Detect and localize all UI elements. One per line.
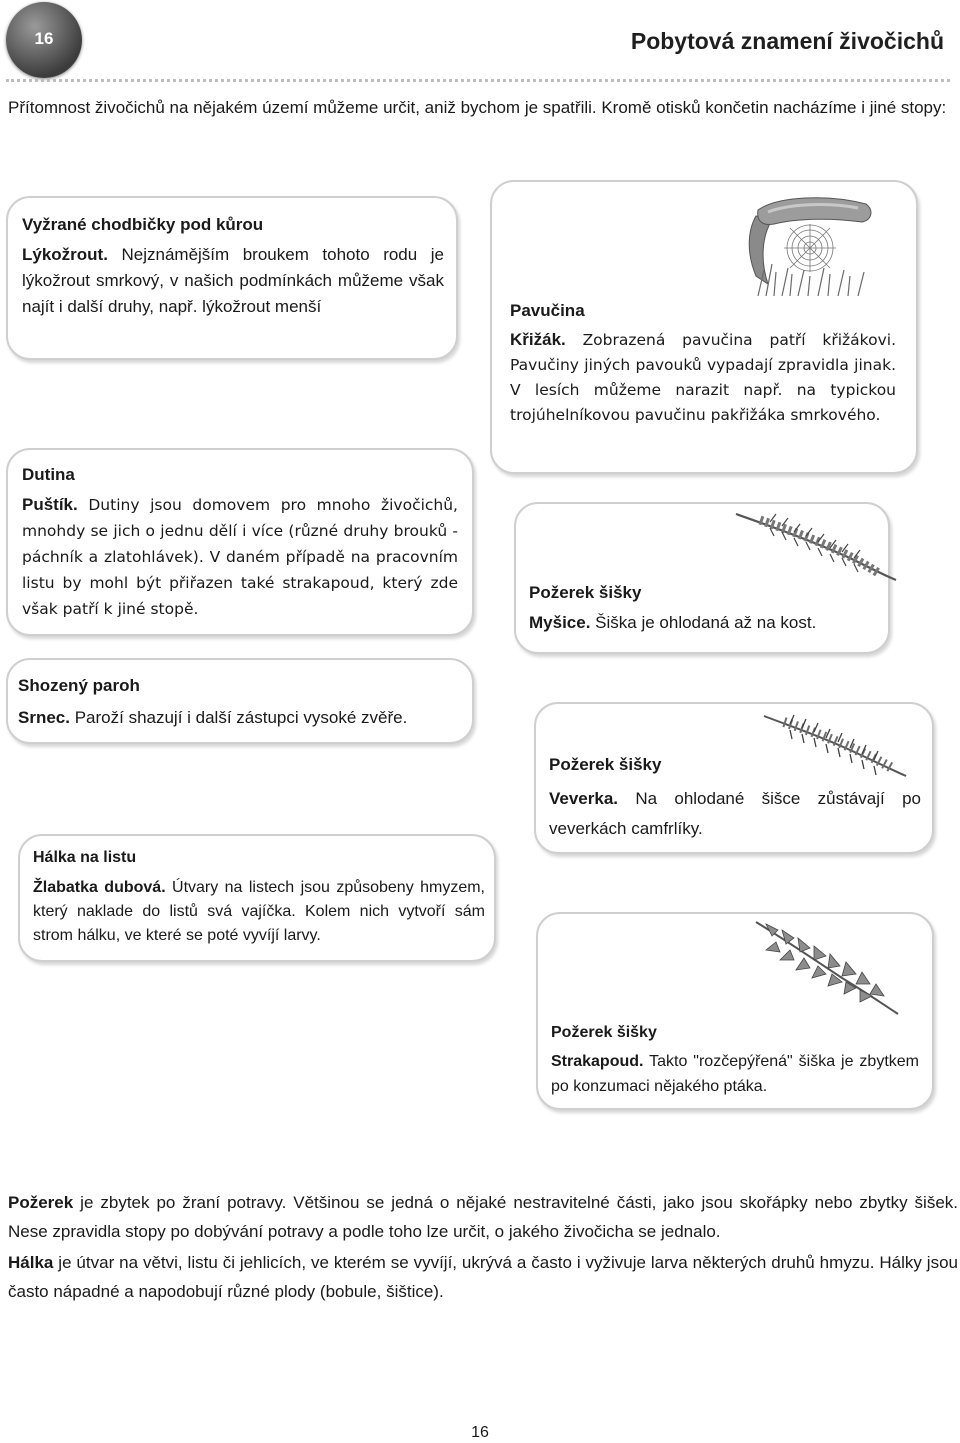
card-paroh-text xyxy=(18,670,464,734)
card-halka-heading: Hálka na listu xyxy=(33,849,137,866)
definition-pozerek-text: je zbytek po žraní potravy. Většinou se jedná o nějaké nestravitelné části, jako jsou skořápky nebo zbytky šišek. Nese zpravidla stopy po dobývání potravy a podle toho lze určit, o jakého živočicha se jednalo. xyxy=(8,1193,958,1241)
header-divider xyxy=(6,79,950,82)
card-pavucina-text xyxy=(510,298,896,428)
footer-page-number: 16 xyxy=(471,1424,489,1441)
page-number: 16 xyxy=(34,29,54,48)
card-dutina-text xyxy=(22,462,458,622)
card-pavucina-species: Křižák. xyxy=(510,330,566,349)
definition-halka-text: je útvar na větvi, listu či jehlicích, ve kterém se vyvíjí, ukrývá a často i vyživuje larva některých druhů hmyzu. Hálky jsou často nápadné a napodobují různé plody (bobule, šištice). xyxy=(8,1253,958,1301)
card-mysice-species: Myšice. xyxy=(529,613,591,632)
card-chodbicky-text xyxy=(22,212,444,320)
card-dutina-body: Dutiny jsou domovem pro mnoho živočichů, mnohdy se jich o jednu dělí i více (různé druhy brouků - páchník a zlatohlávek). V daném případě na pracovním listu by mohl být přiřazen také strakapoud, který zde však patří k jiné stopě. xyxy=(22,496,458,618)
card-halka-body: Útvary na listech jsou způsobeny hmyzem, který naklade do listů svá vajíčka. Kolem nich vytvoří sám strom hálku, ve které se poté vyvíjí larvy. xyxy=(33,879,485,944)
spider-web-illustration xyxy=(738,190,878,298)
card-strakapoud-text xyxy=(551,1020,919,1099)
intro-text: Přítomnost živočichů na nějakém území můžeme určit, aniž bychom je spatřili. Kromě otisků končetin nacházíme i jiné stopy: xyxy=(8,98,947,117)
card-strakapoud-species: Strakapoud. xyxy=(551,1053,644,1070)
page-number-badge xyxy=(6,2,82,78)
definition-halka-term: Hálka xyxy=(8,1253,54,1272)
card-dutina-species: Puštík. xyxy=(22,495,78,514)
card-mysice-body: Šiška je ohlodaná až na kost. xyxy=(590,613,817,632)
card-dutina-heading: Dutina xyxy=(22,465,75,484)
definitions xyxy=(8,1188,958,1306)
gnawed-cone-mouse-illustration xyxy=(730,506,900,586)
page-title: Pobytová znamení živočichů xyxy=(630,28,944,54)
card-veverka-text xyxy=(549,750,921,844)
card-mysice-text xyxy=(529,578,881,638)
card-halka-text xyxy=(33,846,485,948)
card-paroh-species: Srnec. xyxy=(18,708,70,727)
card-mysice-heading: Požerek šišky xyxy=(529,583,642,602)
card-strakapoud-body: Takto "rozčepýřená" šiška je zbytkem po konzumaci nějakého ptáka. xyxy=(551,1053,919,1095)
definition-halka xyxy=(8,1248,958,1306)
card-paroh-body: Paroží shazují i další zástupci vysoké zvěře. xyxy=(69,708,408,727)
card-veverka-species: Veverka. xyxy=(549,789,619,808)
card-veverka-heading: Požerek šišky xyxy=(549,755,662,774)
pecked-cone-woodpecker-illustration xyxy=(752,918,902,1018)
definition-pozerek xyxy=(8,1188,958,1246)
card-pavucina-heading: Pavučina xyxy=(510,301,585,320)
card-chodbicky-heading: Vyžrané chodbičky pod kůrou xyxy=(22,215,264,234)
card-strakapoud-heading: Požerek šišky xyxy=(551,1024,657,1041)
card-pavucina-body: Zobrazená pavučina patří křižákovi. Pavučiny jiných pavouků vypadají zpravidla jinak. V lesích můžeme narazit např. na typickou trojúhelníkovou pavučinu pakřižáka smrkového. xyxy=(510,331,896,424)
card-halka-species: Žlabatka dubová. xyxy=(33,879,166,896)
definition-pozerek-term: Požerek xyxy=(8,1193,74,1212)
card-chodbicky-species: Lýkožrout. xyxy=(22,245,108,264)
card-chodbicky-body: Nejznámějším broukem tohoto rodu je lýkožrout smrkový, v našich podmínkách můžeme však najít i další druhy, např. lýkožrout menší xyxy=(22,245,444,316)
card-veverka-body: Na ohlodané šišce zůstávají po veverkách camfrlíky. xyxy=(549,789,921,838)
card-paroh-heading: Shozený paroh xyxy=(18,676,140,695)
